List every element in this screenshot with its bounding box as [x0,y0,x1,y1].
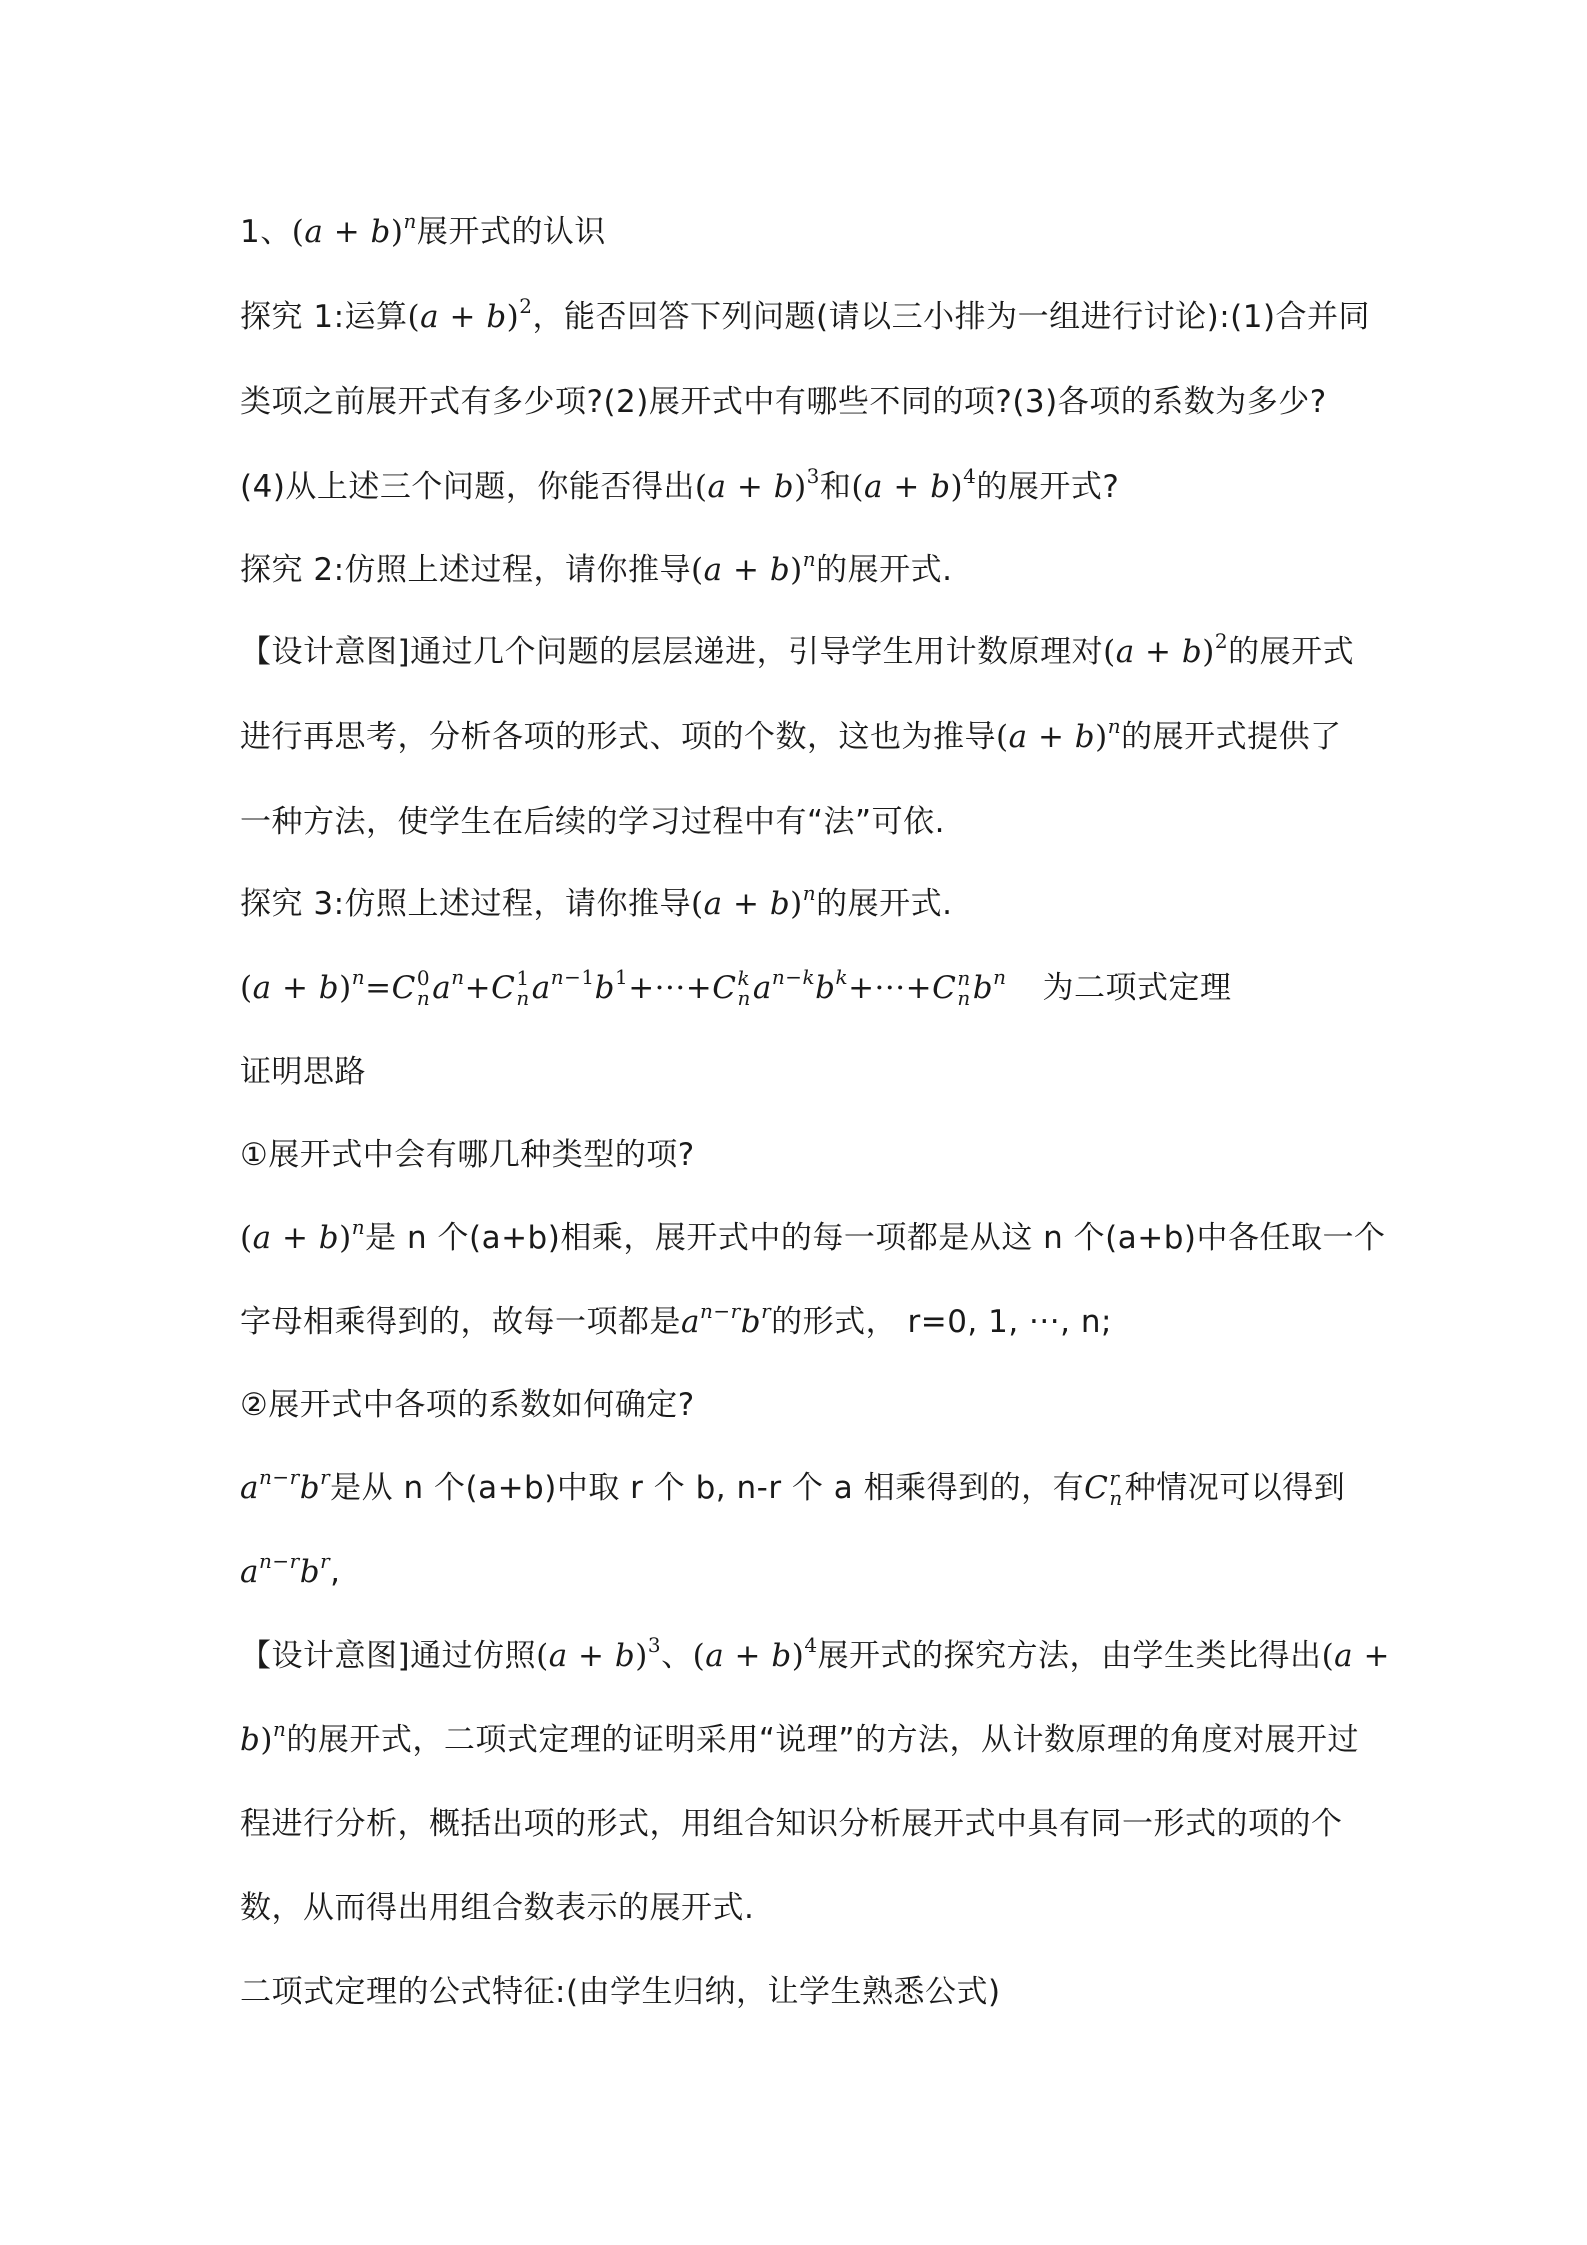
formula-a-n-minus-r-b-r: $a^{n-r}b^r$ [240,1465,331,1506]
section-heading [240,210,1357,254]
term-types-explanation-line-2 [240,1300,1357,1344]
formula-a-plus-b-n: $(a + b)^n$ [691,547,817,588]
formula-a-plus-b-n: $(a + b)^n$ [691,881,817,922]
formula-a-plus-b-n: $(a + b)^n$ [291,209,417,250]
exploration-3-line [240,882,1357,926]
coefficients-explanation-comma: , [330,1554,341,1590]
formula-a-plus-b-cubed: $(a + b)^3$ [536,1633,662,1674]
formula-a-plus-b-fourth: $(a + b)^4$ [851,464,977,505]
proof-idea-text: 证明思路 [240,1054,366,1090]
formula-features-text: 二项式定理的公式特征:(由学生归纳，让学生熟悉公式) [240,1974,1001,2010]
question-coefficients [240,1383,1357,1427]
proof-idea-heading [240,1050,1357,1094]
coefficients-explanation-text: 是从 n 个(a+b)中取 r 个 b, n-r 个 a 相乘得到的，有 [330,1470,1085,1506]
exploration-1-line-3 [240,465,1357,509]
design-intent-1-suffix: 的展开式 [1228,634,1355,670]
exploration-3-prefix: 探究 3:仿照上述过程，请你推导 [240,886,692,922]
design-intent-1-line [240,630,1357,674]
design-intent-2-text-3: 程进行分析，概括出项的形式，用组合知识分析展开式中具有同一形式的项的个 [240,1806,1343,1842]
design-intent-1-text-3: 一种方法，使学生在后续的学习过程中有“法”可依. [240,804,945,840]
term-types-explanation-line [240,1215,1386,1260]
exploration-1-text: ，能否回答下列问题(请以三小排为一组进行讨论):(1)合并同 [532,299,1371,335]
exploration-1-line-2 [240,380,1357,424]
design-intent-2-line [240,1633,1390,1678]
formula-features-line [240,1970,1357,2014]
design-intent-2-line-2 [240,1718,1357,1762]
formula-a-plus-b-squared: $(a + b)^2$ [407,294,533,335]
question-4-and: 和 [819,469,852,505]
term-types-explanation-text: 是 n 个(a+b)相乘，展开式中的每一项都是从这 n 个(a+b)中各任取一个 [365,1220,1386,1256]
exploration-1-line [240,294,1371,339]
coefficients-explanation-suffix: 种情况可以得到 [1124,1470,1346,1506]
question-term-types-text: ①展开式中会有哪几种类型的项? [240,1137,695,1173]
term-types-explanation-suffix: 的形式， r=0, 1, ···, n; [771,1304,1112,1340]
formula-a-plus-b-fourth: $(a + b)^4$ [692,1633,818,1674]
question-4-prefix: (4)从上述三个问题，你能否得出 [240,469,695,505]
exploration-1-prefix: 探究 1:运算 [240,299,408,335]
question-term-types [240,1133,1357,1177]
exploration-2-suffix: 的展开式. [816,552,953,588]
design-intent-2-line-4 [240,1886,1357,1930]
binomial-theorem-label: 为二项式定理 [1042,970,1232,1006]
design-intent-2-text-2: 的展开式，二项式定理的证明采用“说理”的方法，从计数原理的角度对展开过 [286,1722,1359,1758]
design-intent-1-line-2 [240,715,1357,759]
exploration-3-suffix: 的展开式. [816,886,953,922]
formula-combination-n-r: C r n [1084,1466,1123,1510]
design-intent-2-text: 展开式的探究方法，由学生类比得出 [817,1638,1322,1674]
coefficients-explanation-line [240,1466,1357,1510]
term-types-explanation-prefix: 字母相乘得到的，故每一项都是 [240,1304,681,1340]
coefficients-explanation-line-2 [240,1550,1357,1594]
design-intent-2-line-3 [240,1802,1357,1846]
heading-number: 1、 [240,214,292,250]
formula-a-n-minus-r-b-r: $a^{n-r}b^r$ [240,1549,331,1590]
exploration-1-text-2: 类项之前展开式有多少项?(2)展开式中有哪些不同的项?(3)各项的系数为多少? [240,384,1327,420]
formula-a-n-minus-r-b-r: $a^{n-r}b^r$ [681,1299,772,1340]
design-intent-2-text-4: 数，从而得出用组合数表示的展开式. [240,1890,755,1926]
design-intent-2-separator: 、 [661,1638,693,1674]
question-4-suffix: 的展开式? [976,469,1120,505]
formula-a-plus-b-n: $(a + b)^n$ [996,714,1122,755]
exploration-2-prefix: 探究 2:仿照上述过程，请你推导 [240,552,692,588]
question-coefficients-text: ②展开式中各项的系数如何确定? [240,1387,695,1423]
formula-a-plus-b-n: $(a + b)^n$ [240,1215,366,1256]
exploration-2-line [240,548,1357,592]
design-intent-1-prefix: 【设计意图]通过几个问题的层层递进，引导学生用计数原理对 [240,634,1104,670]
binomial-theorem-line [240,966,1357,1010]
heading-text: 展开式的认识 [416,214,606,250]
design-intent-1-line-3 [240,800,1357,844]
formula-b-close-n: b)$^n$ [240,1717,287,1758]
formula-a-plus-b-cubed: $(a + b)^3$ [694,464,820,505]
binomial-theorem-formula: $(a + b)^n=C$ 0 n $a^n+C$ 1 n $a^{n-1}b^1+\cdot\cdot\cdot+C$ k n $a^{n-k}b^k+\cdot\cdot\cdot+C$ n n $b^n$ [240,965,1007,1010]
formula-a-plus-b-squared: $(a + b)^2$ [1103,629,1229,670]
design-intent-1-suffix-2: 的展开式提供了 [1121,719,1342,755]
formula-open-a-plus: (a + [1321,1638,1390,1674]
design-intent-2-prefix: 【设计意图]通过仿照 [240,1638,537,1674]
design-intent-1-text-2: 进行再思考，分析各项的形式、项的个数，这也为推导 [240,719,996,755]
